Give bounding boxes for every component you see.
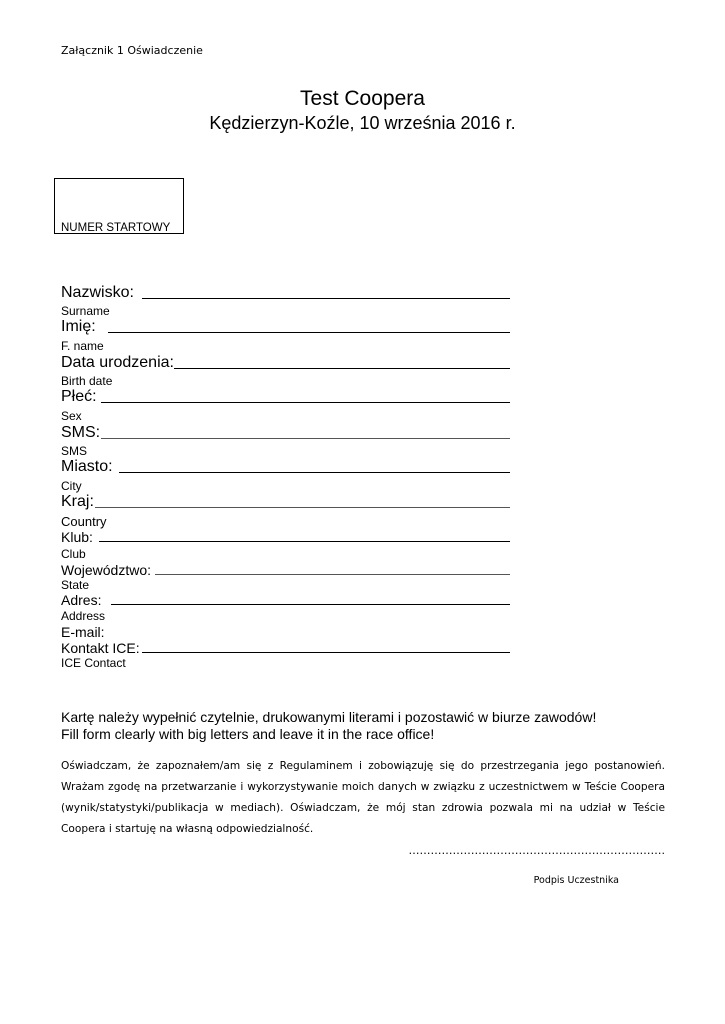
- state-line[interactable]: [155, 574, 510, 575]
- first-name-line[interactable]: [108, 332, 510, 333]
- birth-date-sublabel: Birth date: [61, 374, 113, 388]
- club-sublabel: Club: [61, 547, 86, 561]
- note-english: Fill form clearly with big letters and leave it in the race office!: [61, 726, 435, 742]
- birth-date-field[interactable]: [61, 354, 510, 372]
- note-polish: Kartę należy wypełnić czytelnie, drukowanymi literami i pozostawić w biurze zawodów!: [61, 709, 597, 725]
- first-name-sublabel: F. name: [61, 339, 104, 353]
- club-label: Klub:: [61, 529, 93, 545]
- country-sublabel: Country: [61, 514, 107, 529]
- ice-contact-field[interactable]: [61, 640, 510, 656]
- surname-label: Nazwisko:: [61, 284, 134, 301]
- annex-label: Załącznik 1 Oświadczenie: [61, 44, 203, 57]
- email-label: E-mail:: [61, 624, 105, 640]
- surname-field[interactable]: [61, 284, 510, 302]
- signature-label: Podpis Uczestnika: [533, 875, 619, 886]
- page-title: Test Coopera: [300, 87, 425, 110]
- sms-label: SMS:: [61, 424, 101, 441]
- address-field[interactable]: [61, 592, 510, 608]
- surname-line[interactable]: [142, 298, 510, 299]
- address-sublabel: Address: [61, 609, 106, 623]
- page-subtitle: Kędzierzyn-Koźle, 10 września 2016 r.: [209, 113, 516, 133]
- country-label: Kraj:: [61, 493, 94, 510]
- state-sublabel: State: [61, 578, 90, 592]
- state-label: Województwo:: [61, 562, 152, 578]
- country-line[interactable]: [95, 507, 510, 508]
- address-line[interactable]: [111, 604, 510, 605]
- surname-sublabel: Surname: [61, 304, 110, 318]
- sms-sublabel: SMS: [61, 444, 88, 458]
- state-field[interactable]: [61, 562, 510, 578]
- birth-date-line[interactable]: [174, 368, 510, 369]
- start-number-label: NUMER STARTOWY: [61, 222, 171, 234]
- birth-date-label: Data urodzenia:: [61, 354, 174, 371]
- city-label: Miasto:: [61, 458, 113, 475]
- address-label: Adres:: [61, 592, 102, 608]
- sex-line[interactable]: [101, 402, 510, 403]
- city-line[interactable]: [119, 472, 510, 473]
- club-line[interactable]: [99, 541, 510, 542]
- ice-contact-sublabel: ICE Contact: [61, 656, 126, 670]
- sex-label: Płeć:: [61, 388, 97, 405]
- first-name-field[interactable]: [61, 318, 510, 336]
- ice-contact-label: Kontakt ICE:: [61, 640, 140, 656]
- city-sublabel: City: [61, 479, 82, 493]
- start-number-box[interactable]: [54, 178, 184, 234]
- signature-line[interactable]: …………………………………………………………….: [408, 844, 665, 857]
- city-field[interactable]: [61, 458, 510, 476]
- declaration-text: Oświadczam, że zapoznałem/am się z Regulaminem i zobowiązuję się do przestrzegania jego postanowień. Wrażam zgodę na przetwarzanie i wykorzystywanie moich danych w związku z uczestnictwem w Teście Coopera (wynik/statystyki/publikacja w mediach). Oświadczam, że mój stan zdrowia pozwala mi na udział w Teście Coopera i startuję na własną odpowiedzialność.: [61, 760, 665, 835]
- country-field[interactable]: [61, 493, 510, 511]
- sms-line[interactable]: [101, 438, 510, 439]
- first-name-label: Imię:: [61, 318, 96, 335]
- sex-field[interactable]: [61, 388, 510, 406]
- club-field[interactable]: [61, 529, 510, 545]
- ice-contact-line[interactable]: [142, 652, 510, 653]
- sex-sublabel: Sex: [61, 409, 82, 423]
- sms-field[interactable]: [61, 424, 510, 442]
